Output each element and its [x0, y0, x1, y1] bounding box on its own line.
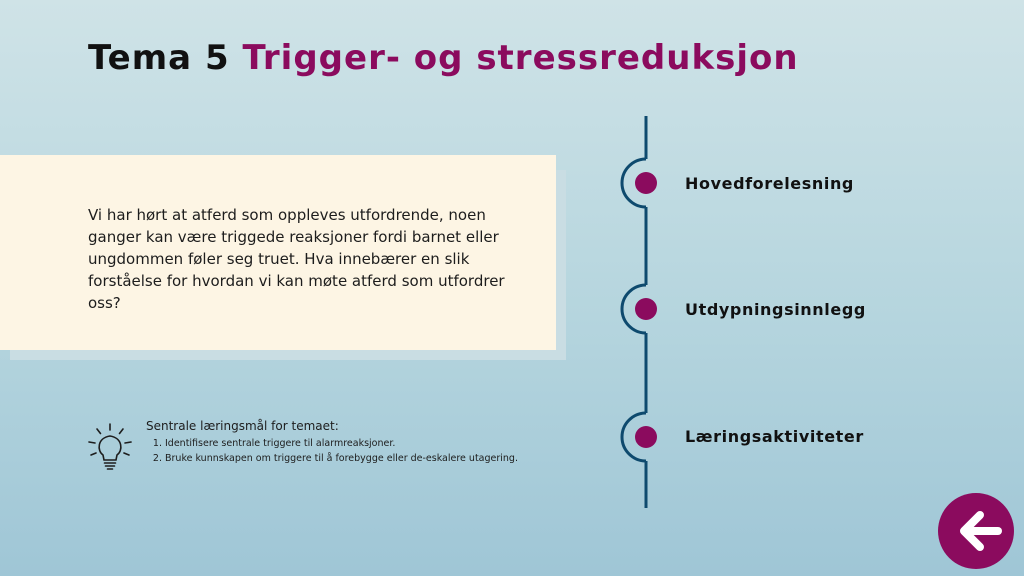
goal-item: 1. Identifisere sentrale triggere til alarmreaksjoner. — [152, 438, 396, 449]
timeline-dot — [635, 298, 657, 320]
topic-title: Trigger- og stressreduksjon — [242, 38, 799, 78]
goals-list — [148, 436, 518, 466]
step-extended-talk[interactable]: Utdypningsinnlegg — [685, 300, 866, 319]
timeline-dot — [635, 172, 657, 194]
goals-title: Sentrale læringsmål for temaet: — [146, 419, 339, 433]
timeline-dot — [635, 426, 657, 448]
back-button[interactable] — [938, 493, 1014, 569]
goal-item: 2. Bruke kunnskapen om triggere til å forebygge eller de-eskalere utagering. — [152, 453, 518, 464]
lightbulb-icon — [86, 422, 134, 472]
step-learning-activities[interactable]: Læringsaktiviteter — [685, 427, 864, 446]
intro-text: Vi har hørt at atferd som oppleves utfordrende, noen ganger kan være triggede reaksjoner fordi barnet eller ungdommen føler seg truet. Hva innebærer en slik forståelse for hvordan vi kan møte atferd som utfordrer oss? — [88, 206, 505, 312]
step-main-lecture[interactable]: Hovedforelesning — [685, 174, 854, 193]
timeline — [610, 116, 690, 508]
page-title — [88, 38, 799, 78]
topic-number: Tema 5 — [88, 38, 230, 78]
